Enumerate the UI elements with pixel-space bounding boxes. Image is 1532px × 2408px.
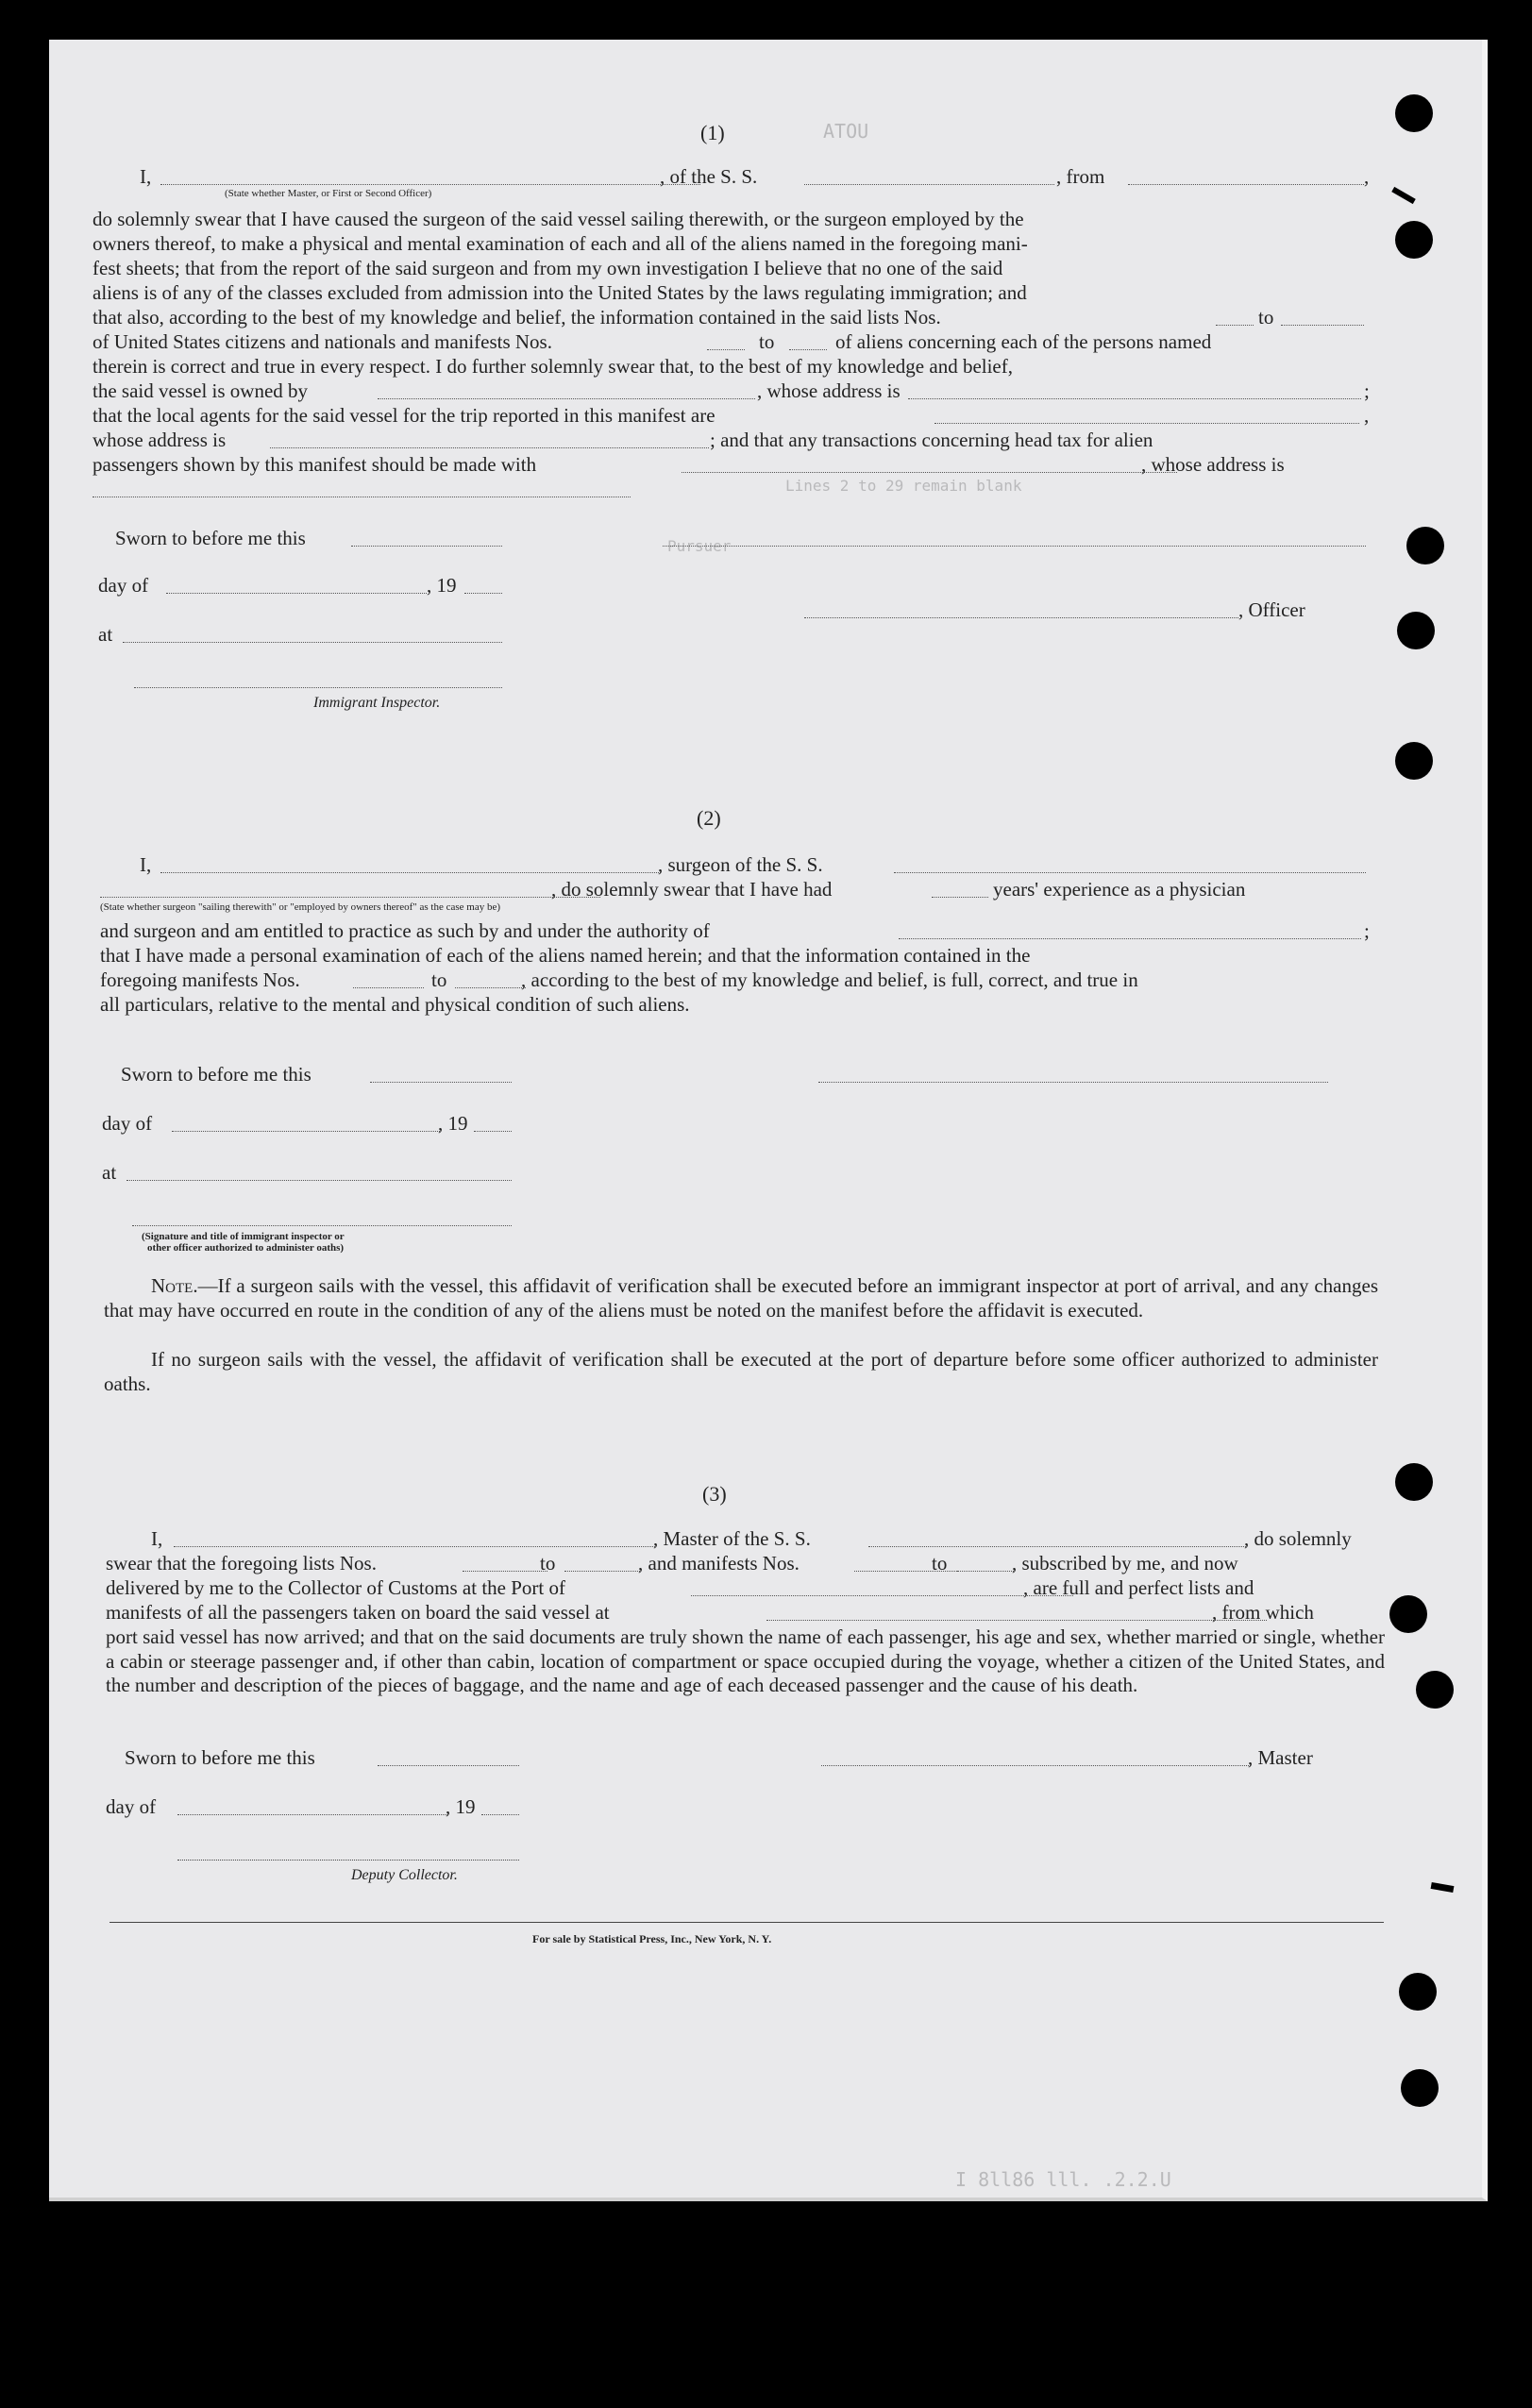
- caption: (Signature and title of immigrant inspector or: [142, 1231, 345, 1242]
- surgeon-inspector-signature-field[interactable]: [132, 1225, 512, 1226]
- master-sworn-day-field[interactable]: [378, 1765, 519, 1766]
- binder-hole: [1395, 742, 1433, 780]
- text: ,: [1364, 165, 1370, 188]
- text: passengers shown by this manifest should be made with: [93, 453, 537, 476]
- text: , 19: [438, 1112, 468, 1135]
- binder-hole: [1395, 221, 1433, 259]
- master-signature-field[interactable]: [821, 1765, 1251, 1766]
- text: years' experience as a physician: [993, 878, 1246, 901]
- text: Deputy Collector.: [351, 1867, 458, 1883]
- footer-imprint: For sale by Statistical Press, Inc., New York, N. Y.: [532, 1932, 772, 1945]
- text: , do solemnly: [1244, 1527, 1352, 1550]
- binder-hole: [1406, 527, 1444, 564]
- binder-hole: [1395, 94, 1433, 132]
- text: swear that the foregoing lists Nos.: [106, 1552, 377, 1574]
- text: manifests of all the passengers taken on board the said vessel at: [106, 1601, 610, 1624]
- text: that the local agents for the said vessel for the trip reported in this manifest are: [93, 404, 715, 427]
- surgeon-sworn-place-field[interactable]: [126, 1180, 512, 1181]
- master-name-field[interactable]: [160, 184, 700, 185]
- owner-address-field[interactable]: [908, 398, 1361, 399]
- vessel-name-field[interactable]: [804, 184, 1054, 185]
- text: that also, according to the best of my knowledge and belief, the information contained in the said lists Nos.: [93, 306, 941, 328]
- surgeon-sworn-month-field[interactable]: [172, 1131, 440, 1132]
- master-name-field-3[interactable]: [174, 1546, 655, 1547]
- text: owners thereof, to make a physical and mental examination of each and all of the aliens named in the foregoing mani-: [93, 232, 1028, 255]
- section-3-number: (3): [702, 1482, 727, 1506]
- lists-from-field[interactable]: [1216, 325, 1254, 326]
- text: to: [540, 1552, 556, 1574]
- text: to: [1258, 306, 1274, 328]
- text: Sworn to before me this: [121, 1063, 311, 1086]
- text: at: [102, 1161, 117, 1184]
- caption: (State whether surgeon "sailing therewith" or "employed by owners thereof" as the case may be): [100, 901, 501, 913]
- sworn-day-field[interactable]: [351, 546, 502, 547]
- note-text: —If a surgeon sails with the vessel, this affidavit of verification shall be executed before an immigrant inspector at port of arrival, and any changes that may have occurred en route in the condition of any of the aliens must be noted on the manifest before the affidavit is executed.: [104, 1274, 1378, 1322]
- text: , subscribed by me, and now: [1012, 1552, 1238, 1574]
- text: to: [759, 330, 775, 353]
- surgeon-sworn-day-field[interactable]: [370, 1082, 512, 1083]
- text: , from: [1056, 165, 1105, 188]
- note-paragraph: [104, 1274, 1378, 1322]
- text: , Master of the S. S.: [653, 1527, 811, 1550]
- surgeon-vessel-field[interactable]: [894, 872, 1366, 873]
- master-sworn-month-field[interactable]: [177, 1814, 447, 1815]
- text: all particulars, relative to the mental and physical condition of such aliens.: [100, 993, 690, 1016]
- text: , 19: [427, 574, 457, 597]
- text: fest sheets; that from the report of the said surgeon and from my own investigation I believe that no one of the said: [93, 257, 1003, 279]
- officer-signature-field[interactable]: [804, 617, 1238, 618]
- binder-hole: [1397, 612, 1435, 649]
- text: , whose address is: [757, 379, 901, 402]
- master-vessel-field[interactable]: [868, 1546, 1246, 1547]
- text: day of: [102, 1112, 153, 1135]
- text: foregoing manifests Nos.: [100, 968, 300, 991]
- text: , and manifests Nos.: [638, 1552, 800, 1574]
- surgeon-name-field[interactable]: [160, 872, 661, 873]
- surgeon-manifests-from-field[interactable]: [353, 987, 424, 988]
- agents-field[interactable]: [934, 423, 1359, 424]
- text: I,: [140, 853, 152, 876]
- text: , whose address is: [1141, 453, 1285, 476]
- surgeon-type-field[interactable]: [100, 897, 600, 898]
- text: , Officer: [1238, 598, 1305, 621]
- from-port-field[interactable]: [1128, 184, 1364, 185]
- officer-signature-line-top[interactable]: [663, 546, 1366, 547]
- sworn-month-field[interactable]: [166, 593, 427, 594]
- surgeon-manifests-to-field[interactable]: [455, 987, 526, 988]
- note-label: Note.: [151, 1274, 198, 1297]
- text: , of the S. S.: [660, 165, 758, 188]
- bleed-through: ATOU: [823, 120, 869, 143]
- embarkation-field[interactable]: [766, 1620, 1267, 1621]
- text: ,: [1364, 404, 1370, 427]
- binder-hole: [1401, 2069, 1439, 2107]
- text: the said vessel is owned by: [93, 379, 309, 402]
- text: ;: [1364, 379, 1370, 402]
- binder-hole: [1389, 1595, 1427, 1633]
- deputy-signature-field[interactable]: [177, 1860, 519, 1861]
- section-2-number: (2): [697, 806, 721, 830]
- master-oath-paragraph: port said vessel has now arrived; and that on the said documents are truly shown the name of each passenger, his age and sex, whether married or single, whether a cabin or steerage passenger and, if other than cabin, location of compartment or space occupied during the voyage, whether a citizen of the United States, and the number and description of the pieces of baggage, and the name and age of each deceased passenger and the cause of his death.: [106, 1625, 1385, 1697]
- text: , surgeon of the S. S.: [658, 853, 823, 876]
- master-sworn-year-field[interactable]: [481, 1814, 519, 1815]
- authority-field[interactable]: [899, 938, 1361, 939]
- sworn-place-field[interactable]: [123, 642, 502, 643]
- text: Sworn to before me this: [125, 1746, 315, 1769]
- text: at: [98, 623, 113, 646]
- master-lists-from-field[interactable]: [463, 1571, 547, 1572]
- text: ; and that any transactions concerning head tax for alien: [710, 429, 1153, 451]
- text: Sworn to before me this: [115, 527, 306, 549]
- text: day of: [98, 574, 149, 597]
- binder-hole: [1399, 1973, 1437, 2011]
- agents-address-field[interactable]: [270, 447, 709, 448]
- surgeon-sworn-year-field[interactable]: [474, 1131, 512, 1132]
- master-manifests-to-field[interactable]: [957, 1571, 1014, 1572]
- master-lists-to-field[interactable]: [564, 1571, 640, 1572]
- text: of aliens concerning each of the persons named: [835, 330, 1212, 353]
- text: ;: [1364, 919, 1370, 942]
- text: , do solemnly swear that I have had: [551, 878, 833, 901]
- lists-to-field[interactable]: [1281, 325, 1364, 326]
- text: , from which: [1212, 1601, 1314, 1624]
- text: and surgeon and am entitled to practice as such by and under the authority of: [100, 919, 710, 942]
- text: Immigrant Inspector.: [313, 695, 441, 711]
- years-experience-field[interactable]: [932, 897, 988, 898]
- text: of United States citizens and nationals and manifests Nos.: [93, 330, 552, 353]
- form-sheet: [49, 40, 1488, 2201]
- text: day of: [106, 1795, 157, 1818]
- text: I,: [140, 165, 152, 188]
- port-field[interactable]: [691, 1595, 1073, 1596]
- text: , according to the best of my knowledge and belief, is full, correct, and true in: [521, 968, 1138, 991]
- text: , are full and perfect lists and: [1023, 1576, 1254, 1599]
- sworn-year-field[interactable]: [464, 593, 502, 594]
- text: I,: [151, 1527, 163, 1550]
- binder-hole: [1416, 1671, 1454, 1709]
- caption: (State whether Master, or First or Second Officer): [225, 188, 432, 199]
- manifests-to-field[interactable]: [789, 349, 827, 350]
- footer-rule: [109, 1922, 1384, 1923]
- caption: other officer authorized to administer oaths): [147, 1242, 345, 1254]
- head-tax-agent-field[interactable]: [682, 472, 1177, 473]
- inspector-signature-field[interactable]: [134, 687, 502, 688]
- bleed-through: I 8ll86 lll. .2.2.U: [955, 2168, 1171, 2191]
- text: delivered by me to the Collector of Customs at the Port of: [106, 1576, 565, 1599]
- owner-field[interactable]: [378, 398, 755, 399]
- bleed-through: Pursuer: [667, 537, 732, 555]
- text: to: [932, 1552, 948, 1574]
- section-1-number: (1): [700, 121, 725, 144]
- binder-hole: [1395, 1463, 1433, 1501]
- text: aliens is of any of the classes excluded from admission into the United States by the laws regulating immigration; and: [93, 281, 1027, 304]
- note-paragraph-2: If no surgeon sails with the vessel, the affidavit of verification shall be executed at the port of departure before some officer authorized to administer oaths.: [104, 1348, 1378, 1395]
- text: do solemnly swear that I have caused the surgeon of the said vessel sailing therewith, or the surgeon employed by the: [93, 208, 1024, 230]
- text: , 19: [446, 1795, 476, 1818]
- text: that I have made a personal examination of each of the aliens named herein; and that the information contained in the: [100, 944, 1031, 967]
- bleed-through: Lines 2 to 29 remain blank: [785, 477, 1022, 495]
- manifests-from-field[interactable]: [707, 349, 745, 350]
- text: to: [431, 968, 447, 991]
- text: whose address is: [93, 429, 227, 451]
- surgeon-signature-field[interactable]: [818, 1082, 1328, 1083]
- text: therein is correct and true in every respect. I do further solemnly swear that, to the best of my knowledge and belief,: [93, 355, 1013, 378]
- text: , Master: [1248, 1746, 1313, 1769]
